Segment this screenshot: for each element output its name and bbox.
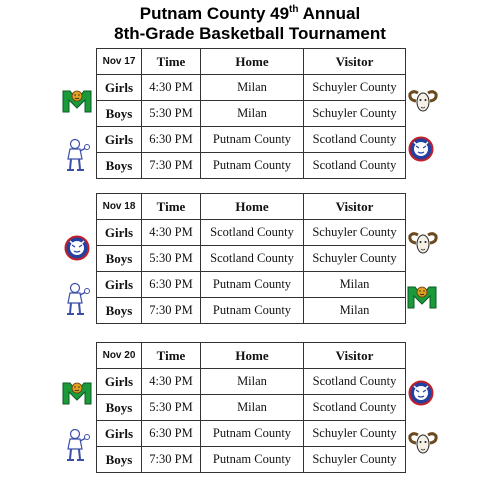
schuyler-ram-logo-icon: [408, 430, 438, 456]
visitor-header: Visitor: [304, 194, 406, 220]
gender-cell: Girls: [97, 127, 142, 153]
time-cell: 6:30 PM: [142, 272, 201, 298]
visitor-cell: Milan: [304, 272, 406, 298]
visitor-cell: Schuyler County: [304, 220, 406, 246]
page-title-line2: 8th-Grade Basketball Tournament: [114, 24, 386, 43]
visitor-cell: Milan: [304, 298, 406, 324]
table-row: [97, 127, 406, 153]
time-cell: 7:30 PM: [142, 298, 201, 324]
gender-cell: Girls: [97, 272, 142, 298]
gender-cell: Girls: [97, 369, 142, 395]
home-cell: Putnam County: [201, 298, 304, 324]
visitor-cell: Schuyler County: [304, 75, 406, 101]
gender-cell: Boys: [97, 101, 142, 127]
table-row: [97, 395, 406, 421]
gender-cell: Boys: [97, 298, 142, 324]
scotland-tiger-circle-logo-icon: [62, 235, 92, 261]
gender-cell: Boys: [97, 153, 142, 179]
gender-cell: Boys: [97, 447, 142, 473]
gender-cell: Boys: [97, 246, 142, 272]
visitor-cell: Schuyler County: [304, 447, 406, 473]
time-cell: 4:30 PM: [142, 75, 201, 101]
gender-cell: Girls: [97, 220, 142, 246]
home-header: Home: [201, 49, 304, 75]
table-row: [97, 369, 406, 395]
table-row: [97, 447, 406, 473]
visitor-cell: Schuyler County: [304, 101, 406, 127]
time-cell: 4:30 PM: [142, 220, 201, 246]
schuyler-ram-logo-icon: [408, 230, 438, 256]
page-title-line1: Putnam County 49th Annual: [139, 4, 361, 23]
visitor-cell: Scotland County: [304, 153, 406, 179]
putnam-midget-mascot-logo-icon: [62, 138, 92, 172]
table-row: [97, 153, 406, 179]
table-header-row: [97, 49, 406, 75]
milan-m-tiger-logo-icon: [62, 380, 92, 406]
visitor-cell: Schuyler County: [304, 421, 406, 447]
putnam-midget-mascot-logo-icon: [62, 282, 92, 316]
schedule-table-day1: [96, 48, 406, 179]
time-cell: 5:30 PM: [142, 395, 201, 421]
milan-m-tiger-logo-icon: [62, 88, 92, 114]
scotland-tiger-circle-logo-icon: [406, 136, 436, 162]
visitor-cell: Scotland County: [304, 127, 406, 153]
visitor-header: Visitor: [304, 49, 406, 75]
schedule-table-day2: [96, 193, 406, 324]
gender-cell: Boys: [97, 395, 142, 421]
time-header: Time: [142, 194, 201, 220]
schedule-table-day3: [96, 342, 406, 473]
time-cell: 6:30 PM: [142, 127, 201, 153]
time-cell: 4:30 PM: [142, 369, 201, 395]
time-cell: 7:30 PM: [142, 447, 201, 473]
home-cell: Putnam County: [201, 447, 304, 473]
scotland-tiger-circle-logo-icon: [406, 380, 436, 406]
date-cell: Nov 20: [97, 343, 142, 369]
home-cell: Putnam County: [201, 127, 304, 153]
table-row: [97, 246, 406, 272]
time-header: Time: [142, 49, 201, 75]
time-cell: 7:30 PM: [142, 153, 201, 179]
home-cell: Scotland County: [201, 220, 304, 246]
home-cell: Scotland County: [201, 246, 304, 272]
home-cell: Milan: [201, 369, 304, 395]
table-row: [97, 421, 406, 447]
table-header-row: [97, 194, 406, 220]
date-cell: Nov 18: [97, 194, 142, 220]
home-cell: Milan: [201, 75, 304, 101]
home-cell: Milan: [201, 395, 304, 421]
table-row: [97, 298, 406, 324]
home-cell: Milan: [201, 101, 304, 127]
date-cell: Nov 17: [97, 49, 142, 75]
time-header: Time: [142, 343, 201, 369]
table-row: [97, 272, 406, 298]
home-cell: Putnam County: [201, 421, 304, 447]
time-cell: 6:30 PM: [142, 421, 201, 447]
visitor-cell: Scotland County: [304, 369, 406, 395]
home-header: Home: [201, 194, 304, 220]
putnam-midget-mascot-logo-icon: [62, 428, 92, 462]
table-row: [97, 101, 406, 127]
gender-cell: Girls: [97, 421, 142, 447]
visitor-header: Visitor: [304, 343, 406, 369]
schuyler-ram-logo-icon: [408, 88, 438, 114]
table-row: [97, 220, 406, 246]
time-cell: 5:30 PM: [142, 246, 201, 272]
milan-m-tiger-logo-icon: [407, 284, 437, 310]
table-header-row: [97, 343, 406, 369]
home-cell: Putnam County: [201, 153, 304, 179]
table-row: [97, 75, 406, 101]
home-cell: Putnam County: [201, 272, 304, 298]
gender-cell: Girls: [97, 75, 142, 101]
visitor-cell: Scotland County: [304, 395, 406, 421]
home-header: Home: [201, 343, 304, 369]
time-cell: 5:30 PM: [142, 101, 201, 127]
visitor-cell: Schuyler County: [304, 246, 406, 272]
